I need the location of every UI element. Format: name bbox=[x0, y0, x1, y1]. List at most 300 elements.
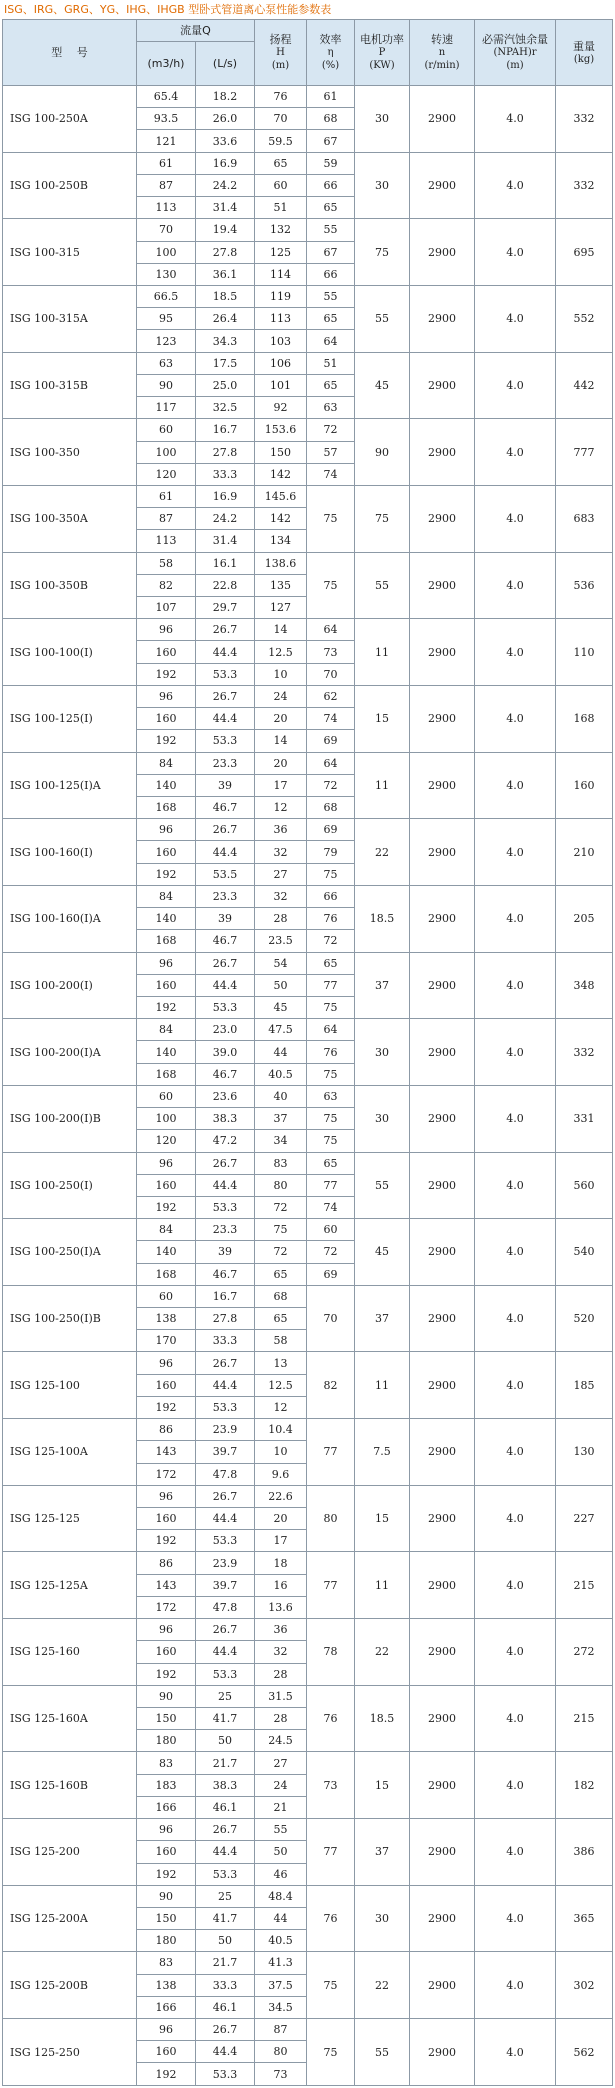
table-row bbox=[3, 1219, 613, 1241]
efficiency-cell: 76 bbox=[307, 1885, 355, 1952]
npsh-cell: 4.0 bbox=[475, 86, 556, 153]
weight-cell: 520 bbox=[556, 1285, 613, 1352]
model-cell: ISG 100-250(I)A bbox=[3, 1219, 137, 1286]
speed-cell: 2900 bbox=[410, 952, 475, 1019]
speed-cell: 2900 bbox=[410, 86, 475, 153]
flow-m3h-cell: 100 bbox=[137, 1108, 196, 1130]
weight-cell: 302 bbox=[556, 1952, 613, 2019]
flow-m3h-cell: 140 bbox=[137, 1041, 196, 1063]
flow-ls-cell: 21.7 bbox=[196, 1952, 255, 1974]
power-cell: 7.5 bbox=[355, 1419, 410, 1486]
head-cell: 13.6 bbox=[255, 1596, 307, 1618]
flow-ls-cell: 34.3 bbox=[196, 330, 255, 352]
model-cell: ISG 125-125A bbox=[3, 1552, 137, 1619]
flow-m3h-cell: 192 bbox=[137, 1863, 196, 1885]
power-cell: 30 bbox=[355, 86, 410, 153]
flow-ls-cell: 21.7 bbox=[196, 1752, 255, 1774]
flow-m3h-cell: 82 bbox=[137, 574, 196, 596]
flow-ls-cell: 44.4 bbox=[196, 2041, 255, 2063]
header-power-label: 电机功率 bbox=[360, 33, 405, 46]
flow-ls-cell: 44.4 bbox=[196, 1174, 255, 1196]
npsh-cell: 4.0 bbox=[475, 1619, 556, 1686]
weight-cell: 348 bbox=[556, 952, 613, 1019]
flow-ls-cell: 24.2 bbox=[196, 174, 255, 196]
table-row bbox=[3, 152, 613, 174]
flow-m3h-cell: 160 bbox=[137, 2041, 196, 2063]
table-row bbox=[3, 485, 613, 507]
speed-cell: 2900 bbox=[410, 1552, 475, 1619]
flow-m3h-cell: 96 bbox=[137, 819, 196, 841]
head-cell: 14 bbox=[255, 730, 307, 752]
table-row bbox=[3, 952, 613, 974]
flow-m3h-cell: 180 bbox=[137, 1730, 196, 1752]
flow-ls-cell: 33.3 bbox=[196, 1330, 255, 1352]
power-cell: 55 bbox=[355, 2019, 410, 2086]
npsh-cell: 4.0 bbox=[475, 819, 556, 886]
efficiency-cell: 69 bbox=[307, 819, 355, 841]
flow-ls-cell: 31.4 bbox=[196, 197, 255, 219]
efficiency-cell: 64 bbox=[307, 752, 355, 774]
efficiency-cell: 74 bbox=[307, 463, 355, 485]
head-cell: 20 bbox=[255, 752, 307, 774]
head-cell: 32 bbox=[255, 885, 307, 907]
header-weight-unit: (kg) bbox=[573, 53, 595, 65]
efficiency-cell: 75 bbox=[307, 485, 355, 552]
efficiency-cell: 73 bbox=[307, 1752, 355, 1819]
header-eff-unit: (%) bbox=[321, 60, 340, 71]
header-power bbox=[355, 20, 410, 86]
npsh-cell: 4.0 bbox=[475, 1752, 556, 1819]
model-cell: ISG 100-160(I) bbox=[3, 819, 137, 886]
efficiency-cell: 65 bbox=[307, 197, 355, 219]
flow-m3h-cell: 140 bbox=[137, 774, 196, 796]
header-eff-symbol: η bbox=[327, 47, 334, 58]
flow-m3h-cell: 168 bbox=[137, 1263, 196, 1285]
weight-cell: 442 bbox=[556, 352, 613, 419]
efficiency-cell: 55 bbox=[307, 219, 355, 241]
speed-cell: 2900 bbox=[410, 1152, 475, 1219]
head-cell: 28 bbox=[255, 1707, 307, 1729]
flow-m3h-cell: 192 bbox=[137, 1396, 196, 1418]
flow-m3h-cell: 96 bbox=[137, 1619, 196, 1641]
flow-m3h-cell: 123 bbox=[137, 330, 196, 352]
flow-ls-cell: 19.4 bbox=[196, 219, 255, 241]
npsh-cell: 4.0 bbox=[475, 1019, 556, 1086]
weight-cell: 182 bbox=[556, 1752, 613, 1819]
power-cell: 45 bbox=[355, 1219, 410, 1286]
power-cell: 30 bbox=[355, 152, 410, 219]
flow-ls-cell: 44.4 bbox=[196, 1508, 255, 1530]
head-cell: 48.4 bbox=[255, 1885, 307, 1907]
head-cell: 135 bbox=[255, 574, 307, 596]
head-cell: 32 bbox=[255, 841, 307, 863]
model-cell: ISG 125-100 bbox=[3, 1352, 137, 1419]
efficiency-cell: 78 bbox=[307, 1619, 355, 1686]
power-cell: 22 bbox=[355, 1952, 410, 2019]
flow-ls-cell: 39.7 bbox=[196, 1574, 255, 1596]
model-cell: ISG 125-200 bbox=[3, 1819, 137, 1886]
flow-ls-cell: 23.3 bbox=[196, 752, 255, 774]
table-row bbox=[3, 1952, 613, 1974]
npsh-cell: 4.0 bbox=[475, 1419, 556, 1486]
head-cell: 58 bbox=[255, 1330, 307, 1352]
weight-cell: 272 bbox=[556, 1619, 613, 1686]
efficiency-cell: 62 bbox=[307, 685, 355, 707]
head-cell: 10.4 bbox=[255, 1419, 307, 1441]
speed-cell: 2900 bbox=[410, 219, 475, 286]
efficiency-cell: 65 bbox=[307, 952, 355, 974]
speed-cell: 2900 bbox=[410, 1619, 475, 1686]
header-flow: 流量Q bbox=[137, 20, 255, 42]
power-cell: 30 bbox=[355, 1885, 410, 1952]
speed-cell: 2900 bbox=[410, 819, 475, 886]
efficiency-cell: 68 bbox=[307, 108, 355, 130]
flow-m3h-cell: 66.5 bbox=[137, 285, 196, 307]
head-cell: 31.5 bbox=[255, 1685, 307, 1707]
head-cell: 27 bbox=[255, 1752, 307, 1774]
weight-cell: 562 bbox=[556, 2019, 613, 2086]
flow-m3h-cell: 84 bbox=[137, 1219, 196, 1241]
flow-m3h-cell: 168 bbox=[137, 1063, 196, 1085]
npsh-cell: 4.0 bbox=[475, 619, 556, 686]
head-cell: 72 bbox=[255, 1241, 307, 1263]
flow-m3h-cell: 100 bbox=[137, 241, 196, 263]
flow-ls-cell: 53.5 bbox=[196, 863, 255, 885]
head-cell: 153.6 bbox=[255, 419, 307, 441]
speed-cell: 2900 bbox=[410, 1952, 475, 2019]
flow-ls-cell: 18.5 bbox=[196, 285, 255, 307]
efficiency-cell: 75 bbox=[307, 2019, 355, 2086]
head-cell: 114 bbox=[255, 263, 307, 285]
speed-cell: 2900 bbox=[410, 1219, 475, 1286]
header-head-unit: (m) bbox=[271, 60, 290, 71]
npsh-cell: 4.0 bbox=[475, 1219, 556, 1286]
table-row bbox=[3, 1285, 613, 1307]
head-cell: 51 bbox=[255, 197, 307, 219]
speed-cell: 2900 bbox=[410, 1019, 475, 1086]
flow-m3h-cell: 160 bbox=[137, 1374, 196, 1396]
efficiency-cell: 66 bbox=[307, 263, 355, 285]
head-cell: 37 bbox=[255, 1108, 307, 1130]
flow-ls-cell: 39.7 bbox=[196, 1441, 255, 1463]
flow-m3h-cell: 160 bbox=[137, 974, 196, 996]
flow-m3h-cell: 166 bbox=[137, 1796, 196, 1818]
table-row bbox=[3, 1152, 613, 1174]
flow-m3h-cell: 65.4 bbox=[137, 86, 196, 108]
head-cell: 127 bbox=[255, 597, 307, 619]
npsh-cell: 4.0 bbox=[475, 419, 556, 486]
weight-cell: 695 bbox=[556, 219, 613, 286]
flow-ls-cell: 38.3 bbox=[196, 1108, 255, 1130]
flow-ls-cell: 53.3 bbox=[196, 1663, 255, 1685]
flow-ls-cell: 16.9 bbox=[196, 485, 255, 507]
flow-ls-cell: 25.0 bbox=[196, 374, 255, 396]
npsh-cell: 4.0 bbox=[475, 352, 556, 419]
flow-ls-cell: 53.3 bbox=[196, 1396, 255, 1418]
flow-m3h-cell: 170 bbox=[137, 1330, 196, 1352]
npsh-cell: 4.0 bbox=[475, 1152, 556, 1219]
head-cell: 17 bbox=[255, 1530, 307, 1552]
flow-m3h-cell: 83 bbox=[137, 1952, 196, 1974]
header-head bbox=[255, 20, 307, 86]
power-cell: 45 bbox=[355, 352, 410, 419]
table-row bbox=[3, 1752, 613, 1774]
head-cell: 83 bbox=[255, 1152, 307, 1174]
head-cell: 14 bbox=[255, 619, 307, 641]
power-cell: 22 bbox=[355, 1619, 410, 1686]
head-cell: 50 bbox=[255, 974, 307, 996]
flow-m3h-cell: 60 bbox=[137, 1085, 196, 1107]
header-speed-label: 转速 bbox=[431, 33, 454, 46]
flow-ls-cell: 23.6 bbox=[196, 1085, 255, 1107]
weight-cell: 332 bbox=[556, 1019, 613, 1086]
head-cell: 28 bbox=[255, 1663, 307, 1685]
npsh-cell: 4.0 bbox=[475, 1952, 556, 2019]
table-row bbox=[3, 1485, 613, 1507]
flow-m3h-cell: 143 bbox=[137, 1574, 196, 1596]
head-cell: 10 bbox=[255, 663, 307, 685]
speed-cell: 2900 bbox=[410, 619, 475, 686]
flow-ls-cell: 24.2 bbox=[196, 508, 255, 530]
flow-m3h-cell: 140 bbox=[137, 908, 196, 930]
flow-ls-cell: 26.7 bbox=[196, 1619, 255, 1641]
speed-cell: 2900 bbox=[410, 152, 475, 219]
head-cell: 12.5 bbox=[255, 1374, 307, 1396]
npsh-cell: 4.0 bbox=[475, 1885, 556, 1952]
head-cell: 37.5 bbox=[255, 1974, 307, 1996]
flow-m3h-cell: 86 bbox=[137, 1419, 196, 1441]
efficiency-cell: 65 bbox=[307, 374, 355, 396]
flow-ls-cell: 53.3 bbox=[196, 1863, 255, 1885]
flow-ls-cell: 25 bbox=[196, 1885, 255, 1907]
flow-ls-cell: 31.4 bbox=[196, 530, 255, 552]
npsh-cell: 4.0 bbox=[475, 685, 556, 752]
flow-ls-cell: 26.7 bbox=[196, 1819, 255, 1841]
head-cell: 44 bbox=[255, 1041, 307, 1063]
efficiency-cell: 75 bbox=[307, 1063, 355, 1085]
table-row bbox=[3, 1685, 613, 1707]
head-cell: 92 bbox=[255, 397, 307, 419]
speed-cell: 2900 bbox=[410, 352, 475, 419]
flow-m3h-cell: 120 bbox=[137, 1130, 196, 1152]
efficiency-cell: 72 bbox=[307, 930, 355, 952]
head-cell: 9.6 bbox=[255, 1463, 307, 1485]
table-row bbox=[3, 1885, 613, 1907]
table-row bbox=[3, 1352, 613, 1374]
efficiency-cell: 73 bbox=[307, 641, 355, 663]
flow-ls-cell: 23.3 bbox=[196, 1219, 255, 1241]
header-npsh bbox=[475, 20, 556, 86]
table-row bbox=[3, 1619, 613, 1641]
flow-ls-cell: 26.7 bbox=[196, 619, 255, 641]
flow-ls-cell: 26.7 bbox=[196, 685, 255, 707]
flow-ls-cell: 41.7 bbox=[196, 1907, 255, 1929]
flow-m3h-cell: 60 bbox=[137, 1285, 196, 1307]
head-cell: 80 bbox=[255, 1174, 307, 1196]
speed-cell: 2900 bbox=[410, 1752, 475, 1819]
efficiency-cell: 64 bbox=[307, 330, 355, 352]
flow-m3h-cell: 192 bbox=[137, 863, 196, 885]
table-row bbox=[3, 1085, 613, 1107]
head-cell: 41.3 bbox=[255, 1952, 307, 1974]
model-cell: ISG 100-315B bbox=[3, 352, 137, 419]
flow-ls-cell: 26.7 bbox=[196, 2019, 255, 2041]
flow-ls-cell: 36.1 bbox=[196, 263, 255, 285]
weight-cell: 560 bbox=[556, 1152, 613, 1219]
flow-m3h-cell: 96 bbox=[137, 1152, 196, 1174]
speed-cell: 2900 bbox=[410, 1685, 475, 1752]
npsh-cell: 4.0 bbox=[475, 1819, 556, 1886]
flow-m3h-cell: 90 bbox=[137, 1685, 196, 1707]
model-cell: ISG 100-250(I)B bbox=[3, 1285, 137, 1352]
head-cell: 125 bbox=[255, 241, 307, 263]
flow-m3h-cell: 172 bbox=[137, 1596, 196, 1618]
flow-ls-cell: 44.4 bbox=[196, 1374, 255, 1396]
efficiency-cell: 70 bbox=[307, 663, 355, 685]
efficiency-cell: 65 bbox=[307, 308, 355, 330]
efficiency-cell: 70 bbox=[307, 1285, 355, 1352]
npsh-cell: 4.0 bbox=[475, 885, 556, 952]
weight-cell: 536 bbox=[556, 552, 613, 619]
head-cell: 134 bbox=[255, 530, 307, 552]
header-weight bbox=[556, 20, 613, 86]
model-cell: ISG 100-160(I)A bbox=[3, 885, 137, 952]
head-cell: 24 bbox=[255, 685, 307, 707]
power-cell: 15 bbox=[355, 685, 410, 752]
flow-m3h-cell: 183 bbox=[137, 1774, 196, 1796]
efficiency-cell: 64 bbox=[307, 1019, 355, 1041]
model-cell: ISG 100-350B bbox=[3, 552, 137, 619]
weight-cell: 683 bbox=[556, 485, 613, 552]
flow-ls-cell: 39 bbox=[196, 1241, 255, 1263]
flow-m3h-cell: 96 bbox=[137, 952, 196, 974]
flow-ls-cell: 26.7 bbox=[196, 1152, 255, 1174]
power-cell: 75 bbox=[355, 219, 410, 286]
flow-ls-cell: 23.9 bbox=[196, 1552, 255, 1574]
header-npsh-symbol: (NPAH)r bbox=[493, 47, 537, 58]
flow-ls-cell: 39 bbox=[196, 774, 255, 796]
power-cell: 37 bbox=[355, 1285, 410, 1352]
npsh-cell: 4.0 bbox=[475, 2019, 556, 2086]
head-cell: 59.5 bbox=[255, 130, 307, 152]
head-cell: 76 bbox=[255, 86, 307, 108]
efficiency-cell: 68 bbox=[307, 797, 355, 819]
flow-m3h-cell: 100 bbox=[137, 441, 196, 463]
efficiency-cell: 77 bbox=[307, 1819, 355, 1886]
head-cell: 138.6 bbox=[255, 552, 307, 574]
weight-cell: 540 bbox=[556, 1219, 613, 1286]
flow-m3h-cell: 61 bbox=[137, 152, 196, 174]
efficiency-cell: 80 bbox=[307, 1485, 355, 1552]
flow-ls-cell: 44.4 bbox=[196, 841, 255, 863]
flow-ls-cell: 44.4 bbox=[196, 641, 255, 663]
flow-m3h-cell: 138 bbox=[137, 1974, 196, 1996]
flow-ls-cell: 33.3 bbox=[196, 1974, 255, 1996]
flow-ls-cell: 53.3 bbox=[196, 1530, 255, 1552]
flow-m3h-cell: 150 bbox=[137, 1707, 196, 1729]
header-efficiency bbox=[307, 20, 355, 86]
flow-ls-cell: 26.7 bbox=[196, 952, 255, 974]
flow-ls-cell: 16.9 bbox=[196, 152, 255, 174]
head-cell: 12 bbox=[255, 797, 307, 819]
flow-m3h-cell: 160 bbox=[137, 708, 196, 730]
table-row bbox=[3, 2019, 613, 2041]
pump-spec-table bbox=[2, 19, 613, 2086]
header-flow-ls: (L/s) bbox=[196, 42, 255, 86]
npsh-cell: 4.0 bbox=[475, 752, 556, 819]
model-cell: ISG 100-200(I)A bbox=[3, 1019, 137, 1086]
head-cell: 150 bbox=[255, 441, 307, 463]
flow-m3h-cell: 192 bbox=[137, 1196, 196, 1218]
efficiency-cell: 66 bbox=[307, 885, 355, 907]
head-cell: 12 bbox=[255, 1396, 307, 1418]
table-row bbox=[3, 1819, 613, 1841]
flow-m3h-cell: 160 bbox=[137, 1841, 196, 1863]
efficiency-cell: 75 bbox=[307, 1108, 355, 1130]
flow-m3h-cell: 96 bbox=[137, 1485, 196, 1507]
head-cell: 54 bbox=[255, 952, 307, 974]
head-cell: 27 bbox=[255, 863, 307, 885]
speed-cell: 2900 bbox=[410, 552, 475, 619]
head-cell: 50 bbox=[255, 1841, 307, 1863]
head-cell: 18 bbox=[255, 1552, 307, 1574]
flow-m3h-cell: 113 bbox=[137, 197, 196, 219]
model-cell: ISG 125-250 bbox=[3, 2019, 137, 2086]
efficiency-cell: 69 bbox=[307, 730, 355, 752]
model-cell: ISG 100-315A bbox=[3, 285, 137, 352]
flow-m3h-cell: 160 bbox=[137, 1174, 196, 1196]
head-cell: 106 bbox=[255, 352, 307, 374]
efficiency-cell: 55 bbox=[307, 285, 355, 307]
head-cell: 12.5 bbox=[255, 641, 307, 663]
flow-m3h-cell: 168 bbox=[137, 797, 196, 819]
flow-m3h-cell: 107 bbox=[137, 597, 196, 619]
weight-cell: 552 bbox=[556, 285, 613, 352]
flow-m3h-cell: 192 bbox=[137, 1663, 196, 1685]
flow-ls-cell: 38.3 bbox=[196, 1774, 255, 1796]
efficiency-cell: 59 bbox=[307, 152, 355, 174]
flow-m3h-cell: 61 bbox=[137, 485, 196, 507]
flow-m3h-cell: 160 bbox=[137, 1508, 196, 1530]
flow-ls-cell: 27.8 bbox=[196, 441, 255, 463]
head-cell: 21 bbox=[255, 1796, 307, 1818]
head-cell: 87 bbox=[255, 2019, 307, 2041]
head-cell: 103 bbox=[255, 330, 307, 352]
flow-m3h-cell: 58 bbox=[137, 552, 196, 574]
flow-ls-cell: 26.7 bbox=[196, 1352, 255, 1374]
model-cell: ISG 100-250A bbox=[3, 86, 137, 153]
speed-cell: 2900 bbox=[410, 885, 475, 952]
flow-m3h-cell: 143 bbox=[137, 1441, 196, 1463]
speed-cell: 2900 bbox=[410, 1085, 475, 1152]
flow-ls-cell: 27.8 bbox=[196, 1308, 255, 1330]
npsh-cell: 4.0 bbox=[475, 952, 556, 1019]
power-cell: 15 bbox=[355, 1752, 410, 1819]
head-cell: 20 bbox=[255, 708, 307, 730]
head-cell: 113 bbox=[255, 308, 307, 330]
flow-ls-cell: 46.7 bbox=[196, 797, 255, 819]
speed-cell: 2900 bbox=[410, 1352, 475, 1419]
head-cell: 142 bbox=[255, 463, 307, 485]
flow-ls-cell: 33.3 bbox=[196, 463, 255, 485]
header-eff-label: 效率 bbox=[319, 33, 342, 46]
header-head-symbol: H bbox=[276, 47, 285, 58]
flow-ls-cell: 29.7 bbox=[196, 597, 255, 619]
weight-cell: 227 bbox=[556, 1485, 613, 1552]
flow-ls-cell: 17.5 bbox=[196, 352, 255, 374]
head-cell: 75 bbox=[255, 1219, 307, 1241]
weight-cell: 215 bbox=[556, 1685, 613, 1752]
